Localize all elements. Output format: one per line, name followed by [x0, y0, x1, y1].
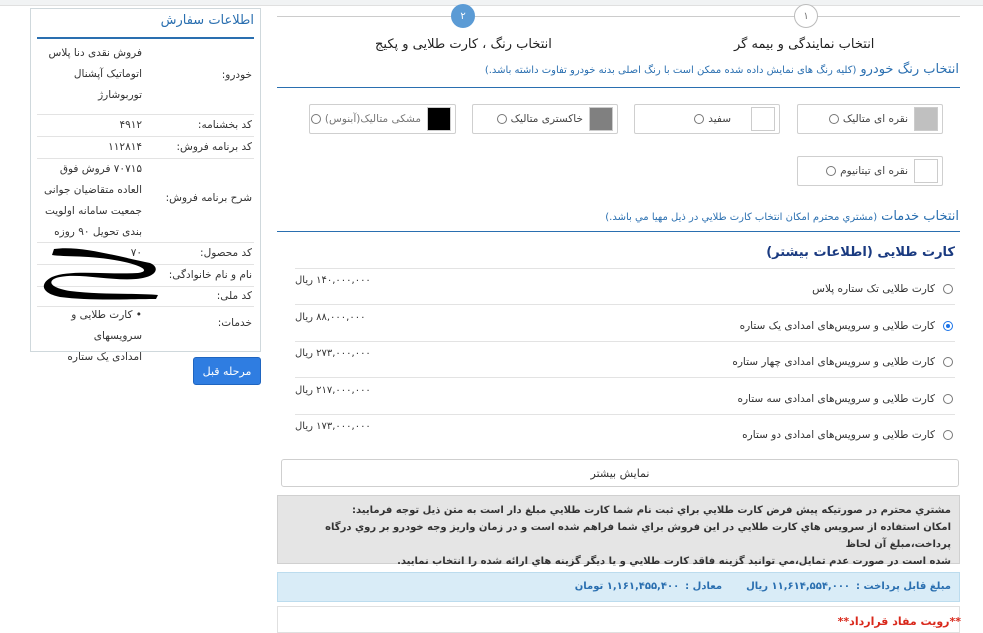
radio-button[interactable] — [943, 357, 953, 367]
color-swatch — [914, 159, 938, 183]
services-section-title: انتخاب خدمات — [881, 209, 959, 224]
color-option-silver-metallic[interactable] — [797, 104, 943, 134]
color-option-gray-metallic[interactable] — [472, 104, 618, 134]
services-section-subtitle: (مشتري محترم امکان انتخاب کارت طلايي در ذيل مهيا مي باشد.) — [605, 212, 878, 223]
color-option-label: سفید — [708, 113, 731, 125]
notice-line-3: شده است در صورت عدم تمايل،مي توانيد گزينه فاقد کارت طلايي و يا ديگر گزينه هاي ارائه شده را انتخاب نماييد. — [397, 556, 951, 567]
desc-line-3: جمعیت سامانه اولویت — [45, 205, 142, 217]
radio-button[interactable] — [694, 114, 704, 124]
color-section-title: انتخاب رنگ خودرو — [860, 62, 959, 77]
payable-equiv-label: معادل : — [685, 581, 723, 592]
color-option-label: نقره ای تیتانیوم — [840, 165, 908, 177]
service-label: کارت طلایی و سرویس‌های امدادی چهار ستاره — [732, 356, 935, 368]
service-label: کارت طلایی و سرویس‌های امدادی دو ستاره — [742, 429, 935, 441]
service-price: ۱۷۳,۰۰۰,۰۰۰ ریال — [295, 421, 371, 432]
service-label: کارت طلایی و سرویس‌های امدادی سه ستاره — [737, 393, 935, 405]
order-row-label: خدمات: — [217, 317, 252, 329]
order-info-title: اطلاعات سفارش — [160, 13, 254, 28]
order-row-label: شرح برنامه فروش: — [165, 192, 252, 204]
car-line-3: توربوشارژ — [98, 89, 142, 101]
radio-button[interactable] — [943, 394, 953, 404]
order-row-label: کد ملی: — [216, 290, 252, 302]
color-section-rule — [277, 87, 960, 88]
service-option-three-star[interactable] — [295, 379, 955, 415]
service-option-four-star[interactable] — [295, 342, 955, 378]
steps-connector-line — [277, 16, 960, 17]
order-row-car — [37, 41, 254, 115]
order-row-label: کد محصول: — [200, 247, 252, 259]
car-line-1: فروش نقدی دنا پلاس — [48, 47, 142, 59]
color-option-white[interactable] — [634, 104, 780, 134]
service-option-one-star[interactable] — [295, 306, 955, 342]
order-title-underline — [37, 37, 254, 39]
payable-label: مبلغ قابل پرداخت : — [856, 581, 951, 592]
color-option-black-metallic[interactable] — [309, 104, 456, 134]
golden-card-notice — [277, 495, 960, 567]
step-1-indicator: ۱ — [794, 4, 818, 28]
radio-button[interactable] — [826, 166, 836, 176]
order-row-sales-program-desc — [37, 159, 254, 243]
order-row-value: ۷۰ — [130, 247, 142, 259]
order-row-services — [37, 307, 254, 363]
desc-line-2: العاده متقاضیان جوانی — [43, 184, 142, 196]
order-row-value — [32, 43, 142, 106]
order-row-value: ۱۱۲۸۱۴ — [108, 141, 142, 153]
service-line-1: • کارت طلایی و سرویسهای — [71, 309, 142, 342]
color-option-silver-titanium[interactable] — [797, 156, 943, 186]
order-row-value: ۴۹۱۲ — [119, 119, 142, 131]
color-swatch — [751, 107, 775, 131]
service-label: کارت طلایی و سرویس‌های امدادی یک ستاره — [739, 320, 935, 332]
color-option-label: مشکی متالیک(آبنوس) — [324, 113, 421, 125]
order-row-value — [32, 305, 142, 368]
radio-button[interactable] — [311, 114, 321, 124]
browser-top-strip — [0, 0, 983, 6]
desc-line-4: بندی تحویل ۹۰ روزه — [54, 226, 142, 238]
color-swatch — [914, 107, 938, 131]
color-swatch — [427, 107, 451, 131]
golden-card-more-info-link[interactable]: کارت طلایی (اطلاعات بیشتر) — [766, 245, 955, 260]
order-row-label: کد بخشنامه: — [197, 119, 252, 131]
color-section-header — [485, 62, 959, 77]
service-option-one-star-plus[interactable] — [295, 269, 955, 305]
step-1-label: انتخاب نمایندگی و بیمه گر — [734, 37, 875, 52]
desc-line-1: ۷۰۷۱۵ فروش فوق — [59, 163, 142, 175]
view-contract-terms-link[interactable]: **رویت مفاد قرارداد** — [837, 615, 961, 628]
step-2-label: انتخاب رنگ ، کارت طلایی و پکیج — [375, 37, 552, 52]
service-price: ۸۸,۰۰۰,۰۰۰ ریال — [295, 312, 366, 323]
order-row-sales-program-code — [37, 137, 254, 159]
service-label: کارت طلایی تک ستاره پلاس — [812, 283, 935, 295]
order-row-circular-code — [37, 115, 254, 137]
radio-button[interactable] — [497, 114, 507, 124]
order-row-label: کد برنامه فروش: — [176, 141, 252, 153]
payable-content — [575, 581, 951, 592]
service-line-2: امدادی یک ستاره — [67, 351, 142, 363]
notice-line-1: مشتري محترم در صورتيکه پيش فرض کارت طلايي براي ثبت نام شما کارت طلايي مبلغ دار است به متن ذيل توجه فرماييد: — [352, 505, 951, 516]
show-more-button[interactable]: نمایش بیشتر — [281, 459, 959, 487]
redaction-mark — [40, 243, 168, 301]
color-option-label: نقره ای متالیک — [842, 113, 908, 125]
radio-button[interactable] — [943, 284, 953, 294]
service-price: ۲۱۷,۰۰۰,۰۰۰ ریال — [295, 385, 371, 396]
color-swatch — [589, 107, 613, 131]
payable-amount: ۱۱,۶۱۴,۵۵۴,۰۰۰ ریال — [746, 581, 851, 592]
order-row-label: نام و نام خانوادگی: — [168, 269, 252, 281]
service-option-two-star[interactable] — [295, 415, 955, 451]
previous-step-button[interactable]: مرحله قبل — [193, 357, 261, 385]
step-2-indicator: ۲ — [451, 4, 475, 28]
order-row-value — [32, 159, 142, 243]
service-price: ۱۴۰,۰۰۰,۰۰۰ ریال — [295, 275, 371, 286]
car-line-2: اتوماتیک آپشنال — [73, 68, 142, 80]
order-row-label: خودرو: — [221, 69, 252, 81]
radio-button-selected[interactable] — [943, 321, 953, 331]
payable-equiv-amount: ۱,۱۶۱,۴۵۵,۴۰۰ تومان — [574, 581, 680, 592]
color-option-label: خاکستری متالیک — [510, 113, 583, 125]
service-price: ۲۷۳,۰۰۰,۰۰۰ ریال — [295, 348, 371, 359]
notice-line-2: امکان استفاده از سرويس هاي کارت طلايي در اين فروش براي شما فراهم شده است و در زمان واريز وجه خودرو بر روي درگاه پرداخت،مبلغ آن لحاظ — [325, 522, 951, 550]
color-section-subtitle: (کلیه رنگ های نمایش داده شده ممکن است با رنگ اصلی بدنه خودرو تفاوت داشته باشد.) — [484, 65, 857, 76]
radio-button[interactable] — [943, 430, 953, 440]
radio-button[interactable] — [829, 114, 839, 124]
payable-amount-bar — [277, 572, 960, 602]
services-section-rule — [277, 231, 960, 232]
services-section-header — [605, 209, 959, 224]
